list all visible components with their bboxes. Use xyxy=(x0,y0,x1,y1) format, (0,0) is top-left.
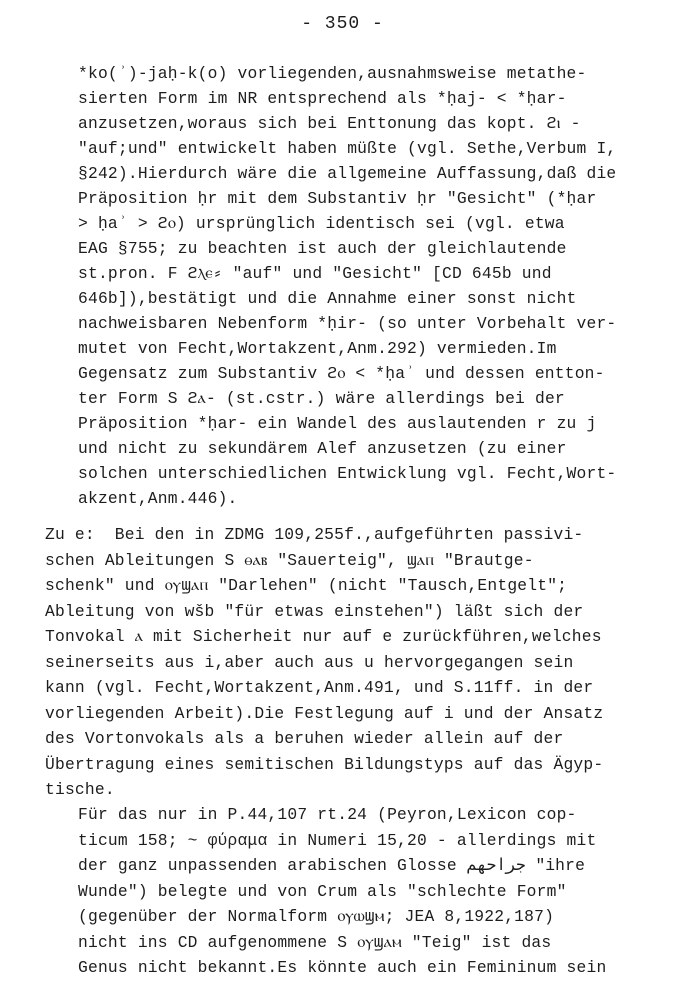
text-line: Genus nicht bekannt.Es könnte auch ein Femininum sein xyxy=(78,958,607,977)
text-line: Zu e: Bei den in ZDMG 109,255f.,aufgeführten passivi- xyxy=(45,525,584,544)
text-line: vorliegenden Arbeit).Die Festlegung auf i und der Ansatz xyxy=(45,703,604,723)
text-line: Präposition ḥr mit dem Substantiv ḥr "Gesicht" (*ḥar xyxy=(78,189,597,208)
text-line: anzusetzen,woraus sich bei Enttonung das kopt. ϩⲓ - xyxy=(78,114,581,133)
text-line: (gegenüber der Normalform ⲟⲩⲱϣⲙ; JEA 8,1922,187) xyxy=(78,907,555,926)
text-line: "auf;und" entwickelt haben müßte (vgl. Sethe,Verbum I, xyxy=(78,139,617,158)
text-line: seinerseits aus i,aber auch aus u hervorgegangen sein xyxy=(45,652,574,672)
text-line: ter Form S ϩⲁ- (st.cstr.) wäre allerdings bei der xyxy=(78,389,565,408)
text-line: Übertragung eines semitischen Bildungstyps auf das Ägyp- xyxy=(45,754,604,774)
text-line: 646b]),bestätigt und die Annahme einer sonst nicht xyxy=(78,289,577,308)
text-line: sierten Form im NR entsprechend als *ḥaj- < *ḥar- xyxy=(78,89,567,108)
text-line: Präposition *ḥar- ein Wandel des auslautenden r zu j xyxy=(78,414,597,433)
text-line: und nicht zu sekundärem Alef anzusetzen (zu einer xyxy=(78,439,567,458)
text-line: EAG §755; zu beachten ist auch der gleichlautende xyxy=(78,239,567,258)
text-line: *ko(ʾ)-jaḥ-k(o) vorliegenden,ausnahmsweise metathe- xyxy=(78,64,587,83)
text-line: nachweisbaren Nebenform *ḥir- (so unter Vorbehalt ver- xyxy=(78,314,617,333)
text-line: solchen unterschiedlichen Entwicklung vgl. Fecht,Wort- xyxy=(78,464,617,483)
text-line: schen Ableitungen S ⲑⲁⲃ "Sauerteig", ϣⲁⲡ "Brautge- xyxy=(45,550,534,570)
text-line: Für das nur in P.44,107 rt.24 (Peyron,Lexicon cop- xyxy=(78,805,577,824)
text-line: nicht ins CD aufgenommene S ⲟⲩϣⲁⲙ "Teig" ist das xyxy=(78,932,552,952)
text-line: schenk" und ⲟⲩϣⲁⲡ "Darlehen" (nicht "Tausch,Entgelt"; xyxy=(45,576,568,595)
text-line: st.pron. F ϩⲗⲉ⸗ "auf" und "Gesicht" [CD 645b und xyxy=(78,264,552,283)
text-line: kann (vgl. Fecht,Wortakzent,Anm.491, und S.11ff. in der xyxy=(45,678,594,697)
text-line: ticum 158; ~ φύραμα in Numeri 15,20 - allerdings mit xyxy=(78,830,597,850)
page-number: - 350 - xyxy=(301,14,384,34)
text-line: Gegensatz zum Substantiv ϩⲟ < *ḥaʾ und dessen entton- xyxy=(78,364,605,383)
text-line: > ḥaʾ > ϩⲟ) ursprünglich identisch sei (vgl. etwa xyxy=(78,214,565,233)
text-line: §242).Hierdurch wäre die allgemeine Auffassung,daß die xyxy=(78,164,617,183)
text-line: der ganz unpassenden arabischen Glosse جراحهم "ihre xyxy=(78,856,586,875)
text-line: Wunde") belegte und von Crum als "schlechte Form" xyxy=(78,881,567,901)
text-line: akzent,Anm.446). xyxy=(78,489,238,508)
text-line: Tonvokal ⲁ mit Sicherheit nur auf e zurückführen,welches xyxy=(45,627,602,646)
text-line: mutet von Fecht,Wortakzent,Anm.292) vermieden.Im xyxy=(78,339,557,358)
text-line: des Vortonvokals als a beruhen wieder allein auf der xyxy=(45,729,564,748)
text-line: tische. xyxy=(45,780,115,799)
text-line: Ableitung von wšb "für etwas einstehen") läßt sich der xyxy=(45,601,584,621)
